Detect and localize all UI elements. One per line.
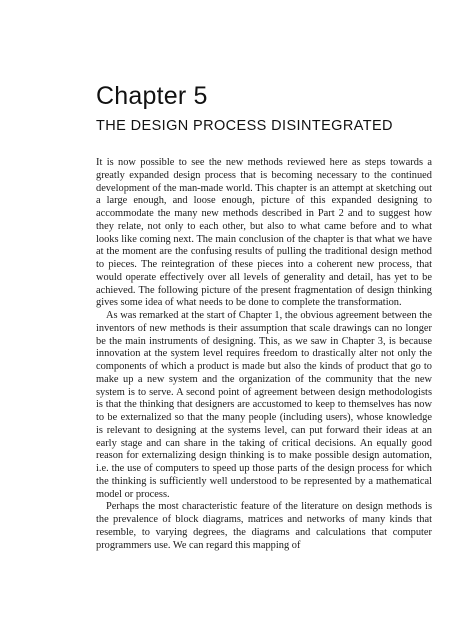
body-paragraph-2: As was remarked at the start of Chapter 1, the obvious agreement between the inventors of new methods is their assumption that scale drawings can no longer be the main instruments of designing. This, as we saw in Chapter 3, is because innovation at the system level requires freedom to drastically alter not only the components of which a product is made but also the kinds of product that go to make up a new system and the organization of the community that the new system is to serve. A second point of agreement between design methodologists is that the thinking that designers are accustomed to keep to themselves has now to be externalized so that the many people (including users), whose knowledge is relevant to designing at the systems level, can put forward their ideas at an early stage and can share in the taking of critical decisions. An equally good reason for externalizing design thinking is to make possible design automation, i.e. the use of computers to speed up those parts of the design process for which the thinking is sufficiently well understood to be represented by a mathematical model or process. xyxy=(96,310,432,500)
chapter-body-text xyxy=(96,157,432,552)
chapter-number-heading: Chapter 5 xyxy=(96,82,208,110)
body-paragraph-1: It is now possible to see the new methods reviewed here as steps towards a greatly expanded design process that is becoming necessary to the continued development of the man-made world. This chapter is an attempt at sketching out a large enough, and loose enough, picture of this expanded designing to accommodate the many new methods described in Part 2 and to suggest how they relate, not only to each other, but also to what came before and to what looks like coming next. The main conclusion of the chapter is that what we have at the moment are the confusing results of pulling the traditional design method to pieces. The reintegration of these pieces into a coherent new process, that would operate effectively over all levels of generality and detail, has yet to be achieved. The following picture of the present fragmentation of design thinking gives some idea of what needs to be done to complete the transformation. xyxy=(96,157,432,309)
body-paragraph-3: Perhaps the most characteristic feature of the literature on design methods is the prevalence of block diagrams, matrices and networks of many kinds that resemble, to varying degrees, the diagrams and calculations that computer programmers use. We can regard this mapping of xyxy=(96,501,432,551)
chapter-title-heading: THE DESIGN PROCESS DISINTEGRATED xyxy=(96,118,393,134)
